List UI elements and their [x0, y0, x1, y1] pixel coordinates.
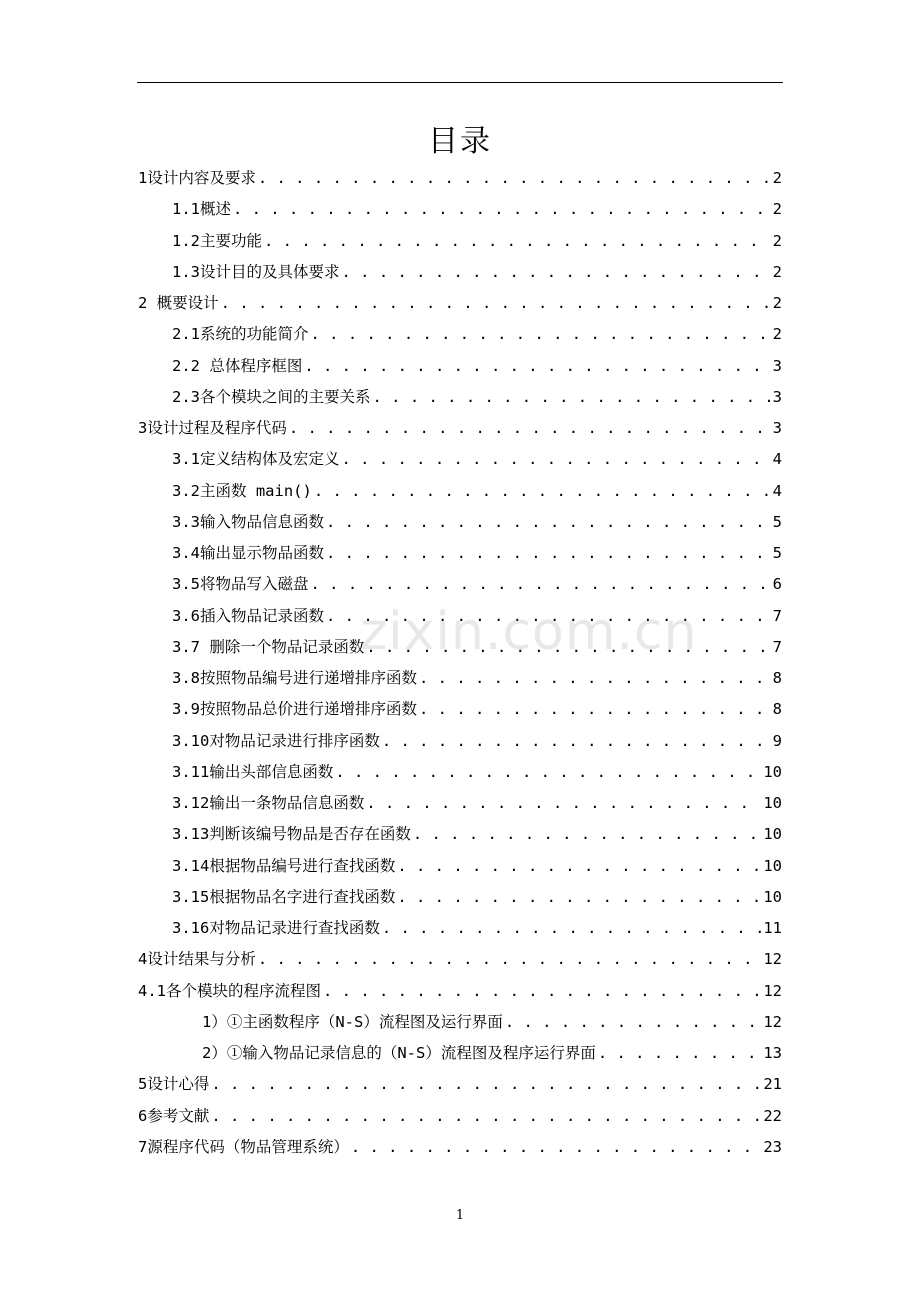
toc-entry-label: 3.9按照物品总价进行递增排序函数 [172, 700, 417, 719]
toc-entry-page: 12 [763, 950, 782, 969]
toc-entry-label: 3.10对物品记录进行排序函数 [172, 731, 380, 750]
toc-entry-page: 3 [772, 387, 782, 406]
toc-entry[interactable] [138, 1038, 782, 1069]
header-rule [137, 82, 783, 83]
toc-dot-leader [326, 601, 771, 632]
toc-dot-leader [304, 351, 770, 382]
toc-entry[interactable] [138, 976, 782, 1007]
toc-entry-page: 10 [763, 762, 782, 781]
toc-dot-leader [342, 257, 771, 288]
toc-entry[interactable] [138, 319, 782, 350]
toc-entry-label: 3.7 删除一个物品记录函数 [172, 637, 365, 656]
toc-entry-page: 4 [772, 481, 782, 500]
toc-dot-leader [419, 694, 771, 725]
toc-entry[interactable] [138, 538, 782, 569]
toc-entry[interactable] [138, 757, 782, 788]
toc-entry-label: 1设计内容及要求 [138, 169, 256, 187]
toc-entry-page: 10 [763, 825, 782, 844]
toc-entry-page: 21 [763, 1075, 782, 1094]
toc-entry-label: 1）①主函数程序（N-S）流程图及运行界面 [202, 1012, 503, 1031]
toc-title: 目录 [428, 124, 492, 159]
toc-entry-page: 2 [772, 325, 782, 344]
toc-entry[interactable] [138, 226, 782, 257]
toc-entry-page: 2 [772, 200, 782, 219]
toc-entry-page: 7 [772, 606, 782, 625]
toc-entry[interactable] [138, 413, 782, 444]
toc-entry-label: 2.3各个模块之间的主要关系 [172, 387, 371, 406]
page-number: 1 [455, 1208, 465, 1223]
toc-entry-label: 3.12输出一条物品信息函数 [172, 794, 365, 812]
toc-entry-label: 3.4输出显示物品函数 [172, 544, 324, 562]
toc-entry-label: 4.1各个模块的程序流程图 [138, 981, 321, 1000]
toc-entry-label: 2）①输入物品记录信息的（N-S）流程图及程序运行界面 [202, 1044, 596, 1062]
toc-entry[interactable] [138, 569, 782, 600]
toc-dot-leader [311, 319, 771, 350]
toc-entry[interactable] [138, 632, 782, 663]
toc-entry-page: 2 [772, 169, 782, 187]
toc-dot-leader [264, 226, 771, 257]
toc-entry[interactable] [138, 382, 782, 413]
toc-dot-leader [211, 1069, 761, 1100]
toc-entry-page: 22 [763, 1106, 782, 1125]
toc-dot-leader [397, 851, 761, 882]
toc-entry[interactable] [138, 351, 782, 382]
toc-entry-page: 12 [763, 1012, 782, 1031]
toc-dot-leader [382, 726, 771, 757]
toc-entry-page: 8 [772, 700, 782, 719]
toc-entry-label: 3.13判断该编号物品是否存在函数 [172, 825, 411, 844]
toc-entry[interactable] [138, 601, 782, 632]
toc-entry-label: 3.16对物品记录进行查找函数 [172, 919, 380, 937]
toc-entry-label: 3.5将物品写入磁盘 [172, 575, 309, 594]
toc-entry-label: 6参考文献 [138, 1106, 210, 1125]
toc-entry-page: 10 [763, 887, 782, 906]
toc-entry[interactable] [138, 507, 782, 538]
toc-dot-leader [335, 757, 761, 788]
toc-entry-page: 10 [763, 856, 782, 875]
toc-dot-leader [598, 1038, 761, 1069]
toc-entry[interactable] [138, 163, 782, 194]
toc-entry-page: 23 [763, 1137, 782, 1156]
toc-entry[interactable] [138, 257, 782, 288]
toc-entry-page: 3 [772, 419, 782, 437]
toc-entry-page: 7 [772, 637, 782, 656]
toc-dot-leader [311, 569, 771, 600]
toc-entry[interactable] [138, 726, 782, 757]
toc-dot-leader [326, 538, 771, 569]
toc-entry[interactable] [138, 194, 782, 225]
toc-dot-leader [366, 632, 770, 663]
toc-dot-leader [413, 819, 761, 850]
toc-entry[interactable] [138, 694, 782, 725]
toc-dot-leader [326, 507, 771, 538]
toc-dot-leader [221, 288, 771, 319]
toc-entry-page: 5 [772, 544, 782, 562]
toc-entry-page: 12 [763, 981, 782, 1000]
toc-dot-leader [342, 444, 771, 475]
toc-entry-label: 7源程序代码（物品管理系统） [138, 1137, 349, 1156]
toc-dot-leader [382, 913, 762, 944]
toc-entry[interactable] [138, 1132, 782, 1163]
toc-entry-label: 3.11输出头部信息函数 [172, 762, 334, 781]
toc-dot-leader [351, 1132, 761, 1163]
toc-entry-page: 3 [772, 356, 782, 375]
toc-entry[interactable] [138, 1007, 782, 1038]
toc-entry-label: 1.3设计目的及具体要求 [172, 262, 340, 281]
toc-entry-page: 2 [772, 294, 782, 312]
toc-dot-leader [419, 663, 771, 694]
toc-entry-label: 4设计结果与分析 [138, 950, 256, 969]
toc-entry[interactable] [138, 663, 782, 694]
toc-entry[interactable] [138, 882, 782, 913]
toc-dot-leader [233, 194, 771, 225]
toc-entry-label: 1.1概述 [172, 200, 231, 219]
toc-entry-page: 2 [772, 231, 782, 250]
toc-entry-page: 5 [772, 512, 782, 531]
toc-entry[interactable] [138, 476, 782, 507]
toc-entry-label: 3.8按照物品编号进行递增排序函数 [172, 669, 417, 687]
toc-entry-page: 9 [772, 731, 782, 750]
toc-dot-leader [258, 163, 771, 194]
toc-entry[interactable] [138, 913, 782, 944]
toc-entry[interactable] [138, 444, 782, 475]
toc-entry-page: 13 [763, 1044, 782, 1062]
toc-dot-leader [323, 976, 761, 1007]
toc-dot-leader [505, 1007, 761, 1038]
toc-entry-label: 3.15根据物品名字进行查找函数 [172, 887, 396, 906]
toc-entry-page: 2 [772, 262, 782, 281]
toc-entry-page: 4 [772, 450, 782, 469]
toc-entry-label: 5设计心得 [138, 1075, 210, 1094]
toc-entry-label: 3设计过程及程序代码 [138, 419, 287, 437]
toc-dot-leader [258, 944, 761, 975]
watermark: zixin.com.cn [360, 602, 698, 662]
toc-dot-leader [289, 413, 771, 444]
toc-dot-leader [211, 1101, 761, 1132]
toc-entry-label: 3.3输入物品信息函数 [172, 512, 324, 531]
toc-list [138, 163, 782, 1163]
toc-entry-label: 3.2主函数 main() [172, 481, 312, 500]
toc-dot-leader [397, 882, 761, 913]
toc-entry[interactable] [138, 819, 782, 850]
toc-entry[interactable] [138, 288, 782, 319]
toc-entry[interactable] [138, 851, 782, 882]
toc-entry-label: 2.1系统的功能简介 [172, 325, 309, 344]
toc-entry-page: 11 [763, 919, 782, 937]
toc-dot-leader [366, 788, 761, 819]
toc-entry[interactable] [138, 788, 782, 819]
toc-entry-label: 3.14根据物品编号进行查找函数 [172, 856, 396, 875]
toc-entry-label: 3.1定义结构体及宏定义 [172, 450, 340, 469]
toc-entry-label: 2.2 总体程序框图 [172, 356, 303, 375]
toc-entry-label: 1.2主要功能 [172, 231, 262, 250]
toc-entry[interactable] [138, 944, 782, 975]
toc-entry-page: 8 [772, 669, 782, 687]
toc-entry[interactable] [138, 1101, 782, 1132]
toc-entry-label: 2 概要设计 [138, 294, 219, 312]
toc-entry-page: 6 [772, 575, 782, 594]
toc-dot-leader [373, 382, 771, 413]
toc-entry-page: 10 [763, 794, 782, 812]
toc-dot-leader [314, 476, 771, 507]
toc-entry[interactable] [138, 1069, 782, 1100]
toc-entry-label: 3.6插入物品记录函数 [172, 606, 324, 625]
